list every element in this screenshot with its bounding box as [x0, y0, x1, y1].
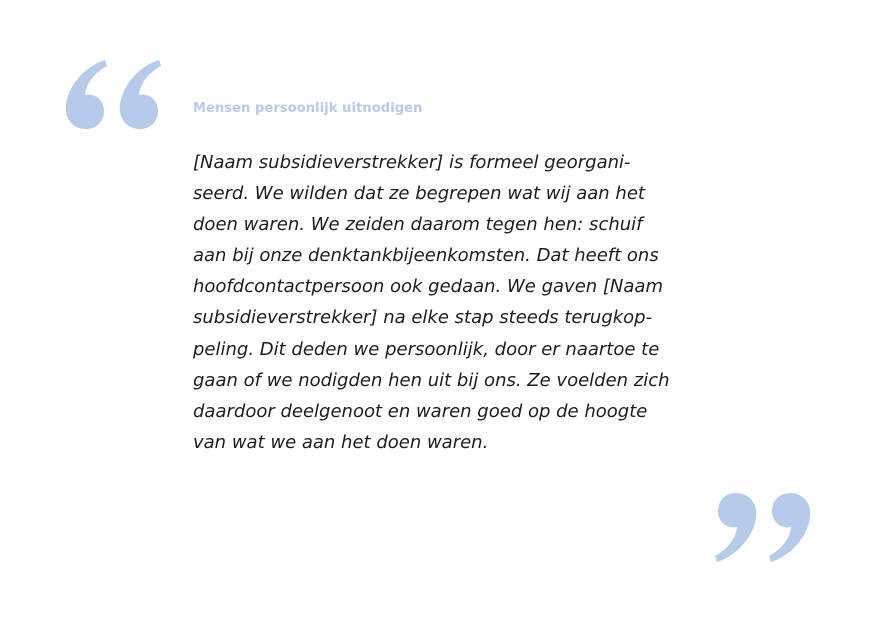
quote-line: van wat we aan het doen waren. [193, 431, 489, 453]
closing-quotation-mark-icon [712, 492, 812, 564]
opening-quotation-mark-icon [64, 58, 164, 130]
quote-line: daardoor deelgenoot en waren goed op de hoogte [193, 400, 648, 422]
quote-line: seerd. We wilden dat ze begrepen wat wij aan het [193, 183, 645, 205]
quote-line: peling. Dit deden we persoonlijk, door er naartoe te [193, 338, 660, 360]
quote-heading: Mensen persoonlijk uitnodigen [193, 101, 423, 116]
quote-line: subsidieverstrekker] na elke stap steeds terugkop- [193, 307, 653, 329]
quote-line: hoofdcontactpersoon ook gedaan. We gaven [Naam [193, 276, 663, 298]
quote-line: doen waren. We zeiden daarom tegen hen: schuif [193, 214, 643, 236]
quote-body [193, 147, 693, 458]
quote-line: [Naam subsidieverstrekker] is formeel georgani- [193, 152, 631, 173]
quote-line: gaan of we nodigden hen uit bij ons. Ze voelden zich [193, 369, 670, 391]
quote-line: aan bij onze denktankbijeenkomsten. Dat heeft ons [193, 245, 659, 267]
